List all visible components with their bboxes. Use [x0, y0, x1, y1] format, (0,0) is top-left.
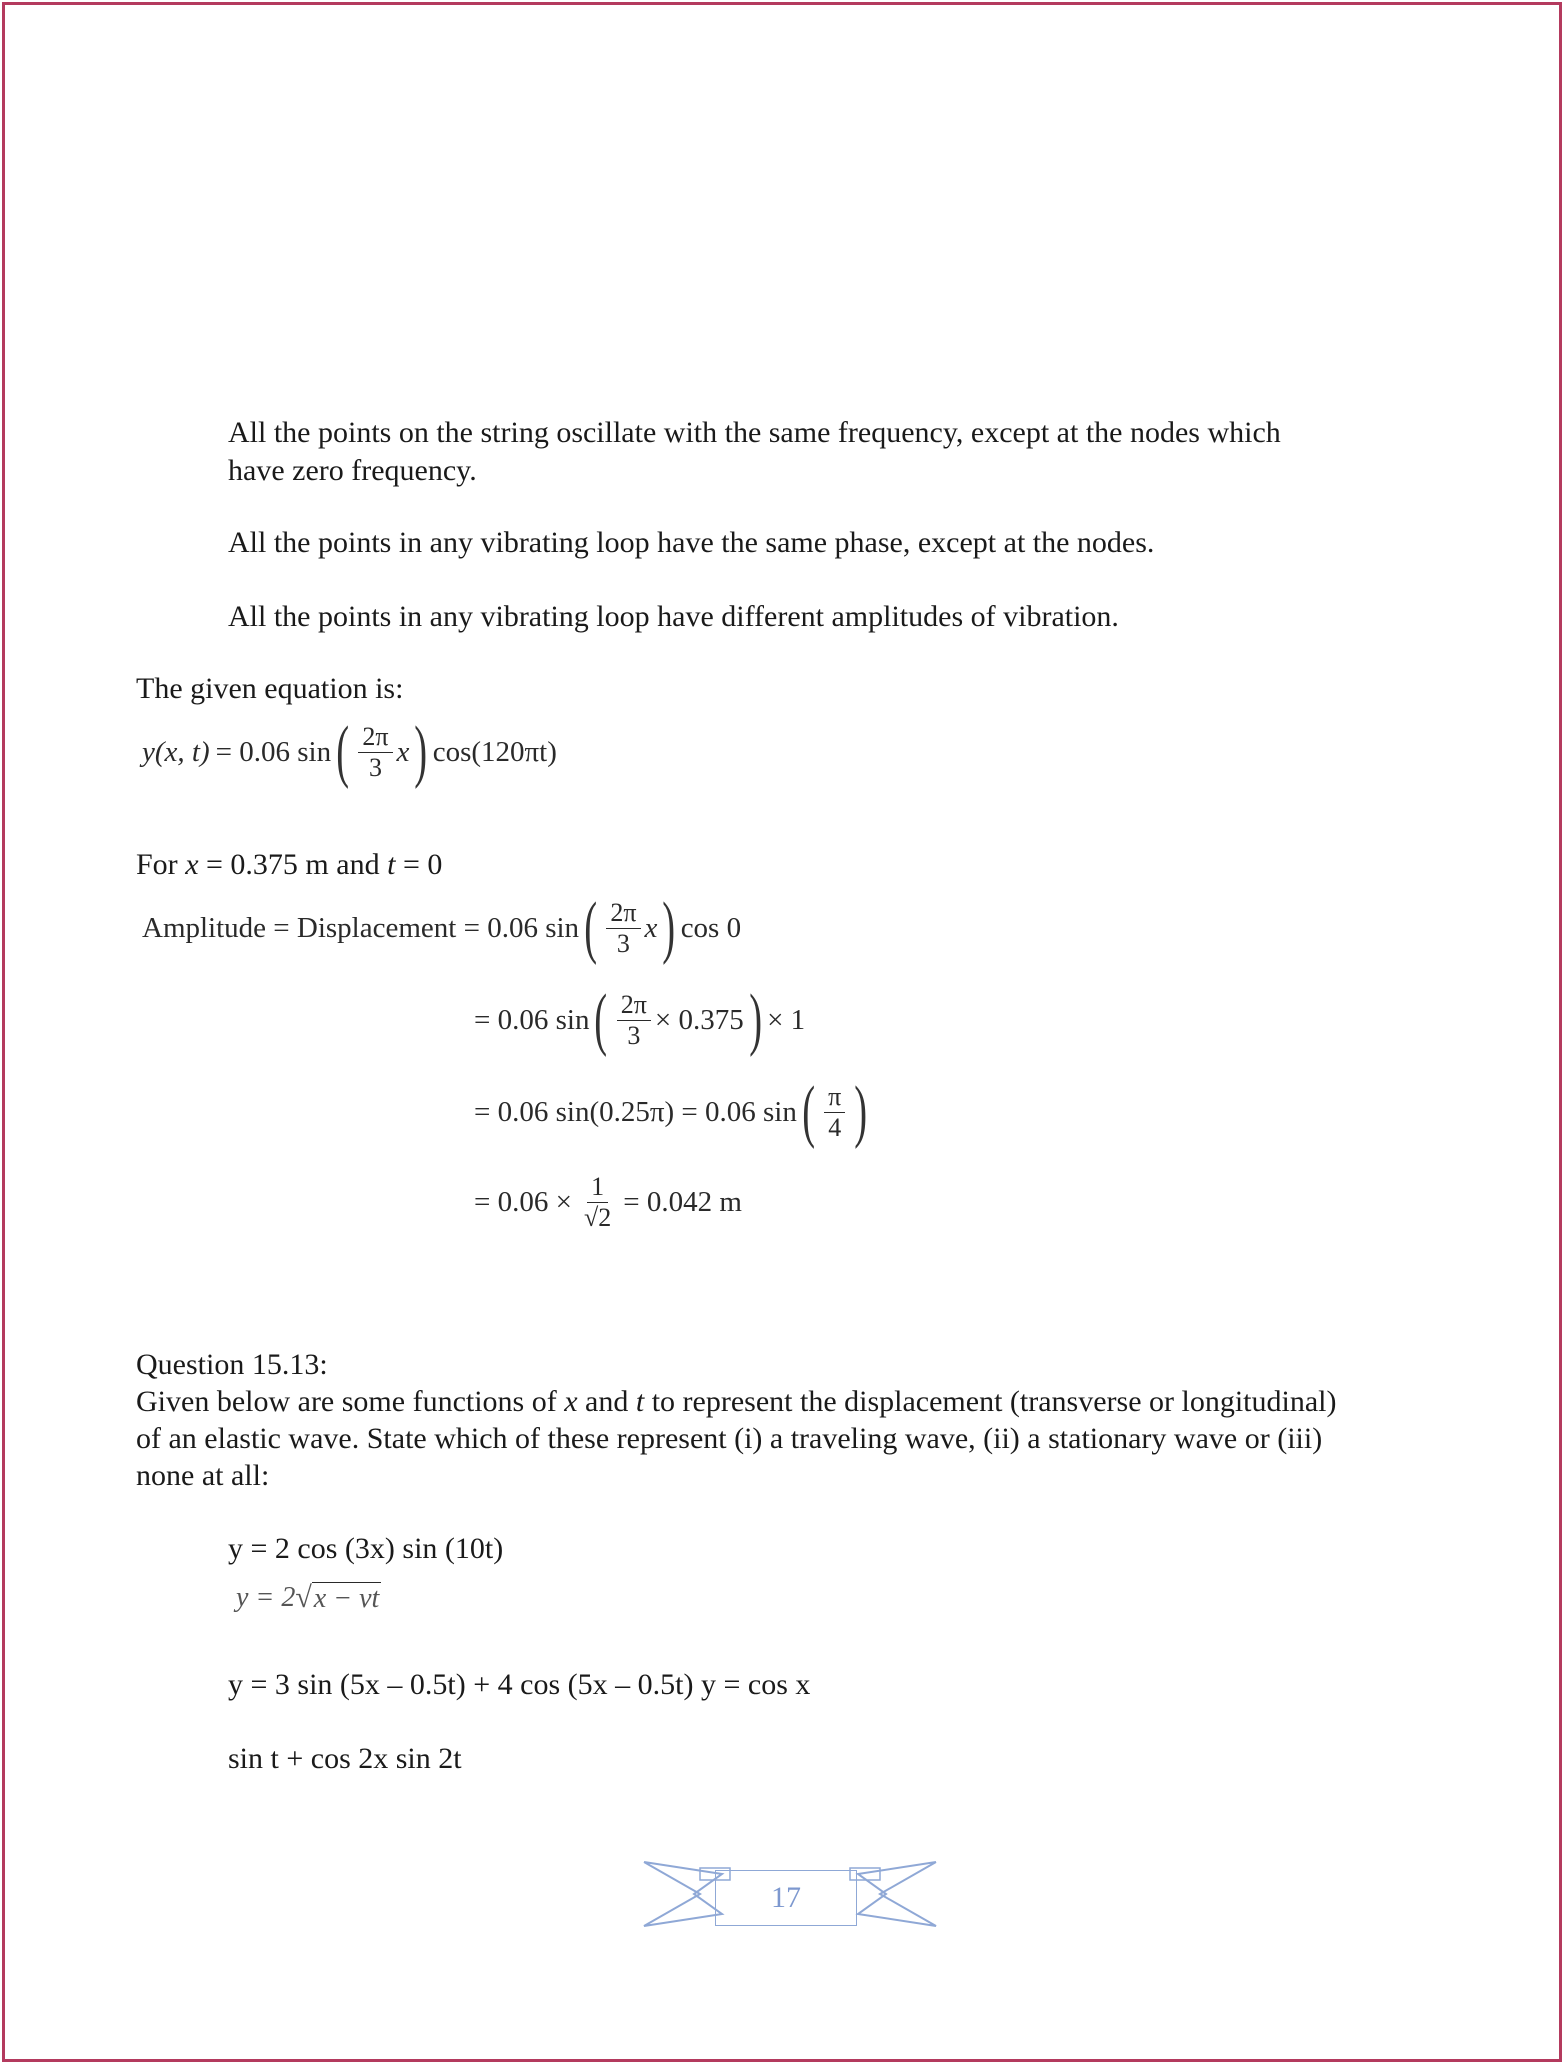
q-line1-x: x: [564, 1385, 578, 1418]
amplitude-label: Amplitude = Displacement = 0.06 sin: [142, 911, 580, 944]
function-4: sin t + cos 2x sin 2t: [228, 1742, 462, 1775]
paragraph-same-phase: All the points in any vibrating loop have the same phase, except at the nodes.: [228, 526, 1155, 559]
question-line2: of an elastic wave. State which of these represent (i) a traveling wave, (ii) a stationary wave or (iii): [136, 1422, 1323, 1455]
for-prefix: For: [136, 848, 186, 881]
question-line1: [136, 1383, 1337, 1421]
amplitude-step1: [142, 888, 741, 968]
ornament-left-icon: [644, 1862, 722, 1926]
paren-open: (: [584, 889, 598, 966]
equation-fraction: [358, 722, 392, 783]
step2-mid: × 0.375: [654, 1003, 744, 1036]
fraction-numerator: π: [824, 1082, 845, 1113]
step3-prefix: = 0.06 sin(0.25π) = 0.06 sin: [474, 1095, 797, 1128]
equation-eq: = 0.06 sin: [215, 735, 332, 768]
equation-tail: cos(120πt): [432, 735, 557, 768]
ornament-right-icon: [858, 1862, 936, 1926]
function-2: [236, 1578, 381, 1618]
step4-fraction: [580, 1172, 615, 1233]
equation-lhs: y(x, t): [142, 735, 210, 768]
fraction-denominator: 4: [828, 1112, 842, 1142]
amplitude-step2: [474, 980, 805, 1060]
function-2-pre: y = 2: [236, 1582, 296, 1613]
amplitude-var: x: [644, 911, 658, 944]
function-2-radicand: x − vt: [313, 1582, 380, 1614]
paren-close: ): [414, 713, 428, 790]
step2-prefix: = 0.06 sin: [474, 1003, 590, 1036]
for-x: x: [185, 848, 199, 881]
fraction-numerator: 1: [587, 1172, 608, 1203]
for-mid: = 0.375 m and: [198, 848, 388, 881]
step2-tail: × 1: [767, 1003, 806, 1036]
paren-close: ): [854, 1073, 868, 1150]
question-line3: none at all:: [136, 1459, 270, 1492]
fraction-denominator: 3: [616, 928, 630, 958]
sqrt-icon: √: [295, 1581, 312, 1614]
function-1: y = 2 cos (3x) sin (10t): [228, 1532, 504, 1565]
page-number: 17: [715, 1870, 857, 1926]
paren-close: ): [749, 981, 762, 1058]
fraction-numerator: 2π: [606, 898, 640, 929]
fraction-denominator: √2: [583, 1202, 612, 1232]
step4-tail: = 0.042 m: [623, 1185, 742, 1218]
amplitude-step4: [474, 1162, 742, 1242]
paren-open: (: [594, 981, 608, 1058]
paren-close: ): [662, 889, 676, 966]
paragraph-nodes-frequency-line1: All the points on the string oscillate with the same frequency, except at the nodes which: [228, 416, 1281, 449]
q-line1-c: to represent the displacement (transverse or longitudinal): [644, 1385, 1337, 1418]
for-values-line: [136, 846, 442, 884]
equation-var: x: [396, 735, 410, 768]
amplitude-step3: [474, 1072, 873, 1152]
equation-main: [142, 712, 557, 792]
paragraph-different-amplitudes: All the points in any vibrating loop have different amplitudes of vibration.: [228, 600, 1119, 633]
q-line1-b: and: [577, 1385, 636, 1418]
step2-fraction: [617, 990, 651, 1051]
step3-fraction: [824, 1082, 845, 1143]
step4-prefix: = 0.06 ×: [474, 1185, 572, 1218]
q-line1-t: t: [635, 1385, 645, 1418]
fraction-numerator: 2π: [617, 990, 651, 1021]
fraction-denominator: 3: [368, 752, 382, 782]
amplitude-tail: cos 0: [680, 911, 742, 944]
paren-open: (: [336, 713, 350, 790]
for-t: t: [387, 848, 396, 881]
q-line1-a: Given below are some functions of: [136, 1385, 565, 1418]
for-suffix: = 0: [395, 848, 443, 881]
function-3: y = 3 sin (5x – 0.5t) + 4 cos (5x – 0.5t) y = cos x: [228, 1668, 811, 1701]
paren-open: (: [802, 1073, 815, 1150]
given-equation-label: The given equation is:: [136, 672, 404, 705]
paragraph-nodes-frequency-line2: have zero frequency.: [228, 454, 477, 487]
fraction-numerator: 2π: [358, 722, 392, 753]
amplitude-fraction: [606, 898, 640, 959]
fraction-denominator: 3: [627, 1020, 641, 1050]
question-title: Question 15.13:: [136, 1348, 328, 1381]
